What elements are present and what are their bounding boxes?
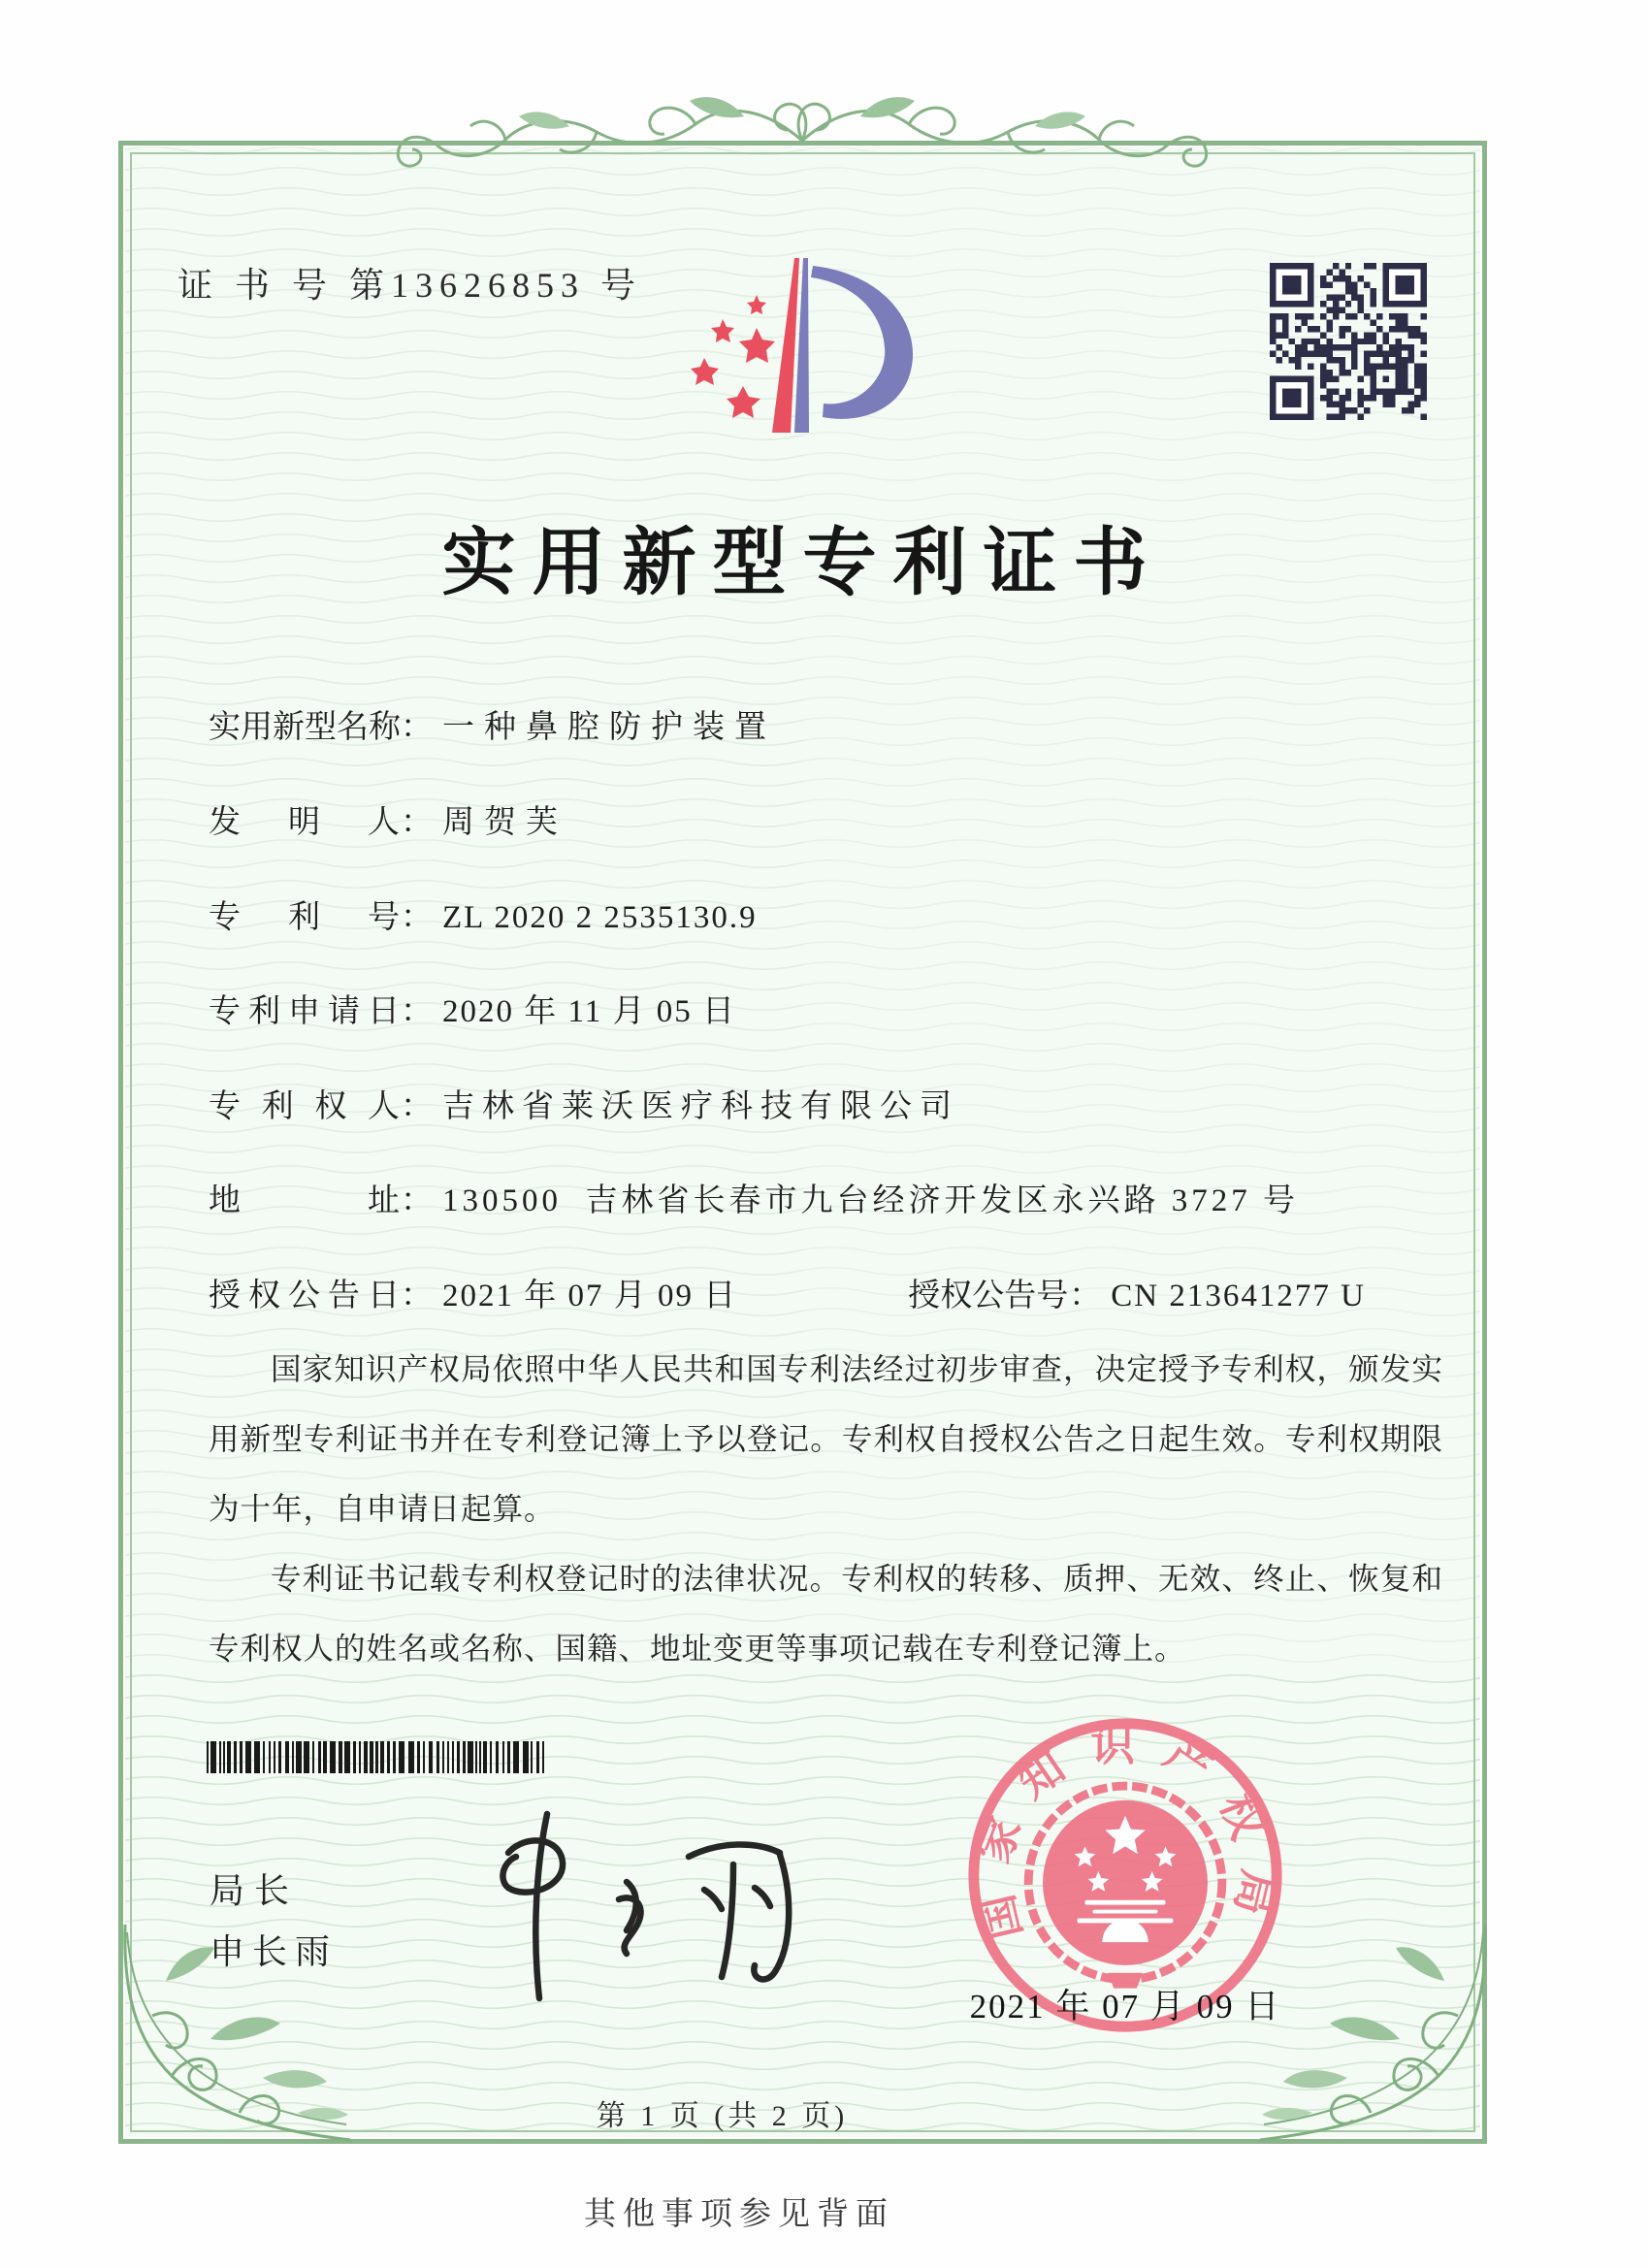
signer-title: 局长 <box>210 1871 300 1910</box>
page-indicator: 第 1 页 (共 2 页) <box>596 2100 849 2132</box>
field-row-patentee <box>209 1081 959 1126</box>
field-value: 130500 吉林省长春市九台经济开发区永兴路 3727 号 <box>442 1183 1299 1218</box>
barcode-icon <box>207 1741 553 1773</box>
field-label: 专利申请日 <box>209 994 400 1029</box>
field-value: ZL 2020 2 2535130.9 <box>442 900 758 935</box>
field-value: 吉林省莱沃医疗科技有限公司 <box>442 1089 959 1124</box>
colon: ： <box>401 1183 433 1218</box>
legal-paragraph-2: 专利证书记载专利权登记时的法律状况。专利权的转移、质押、无效、终止、恢复和专利权人的姓名或名称、国籍、地址变更等事项记载在专利登记簿上。 <box>209 1562 1443 1666</box>
cnipa-logo-icon <box>677 243 922 448</box>
colon: ： <box>401 900 433 935</box>
field-row-filing-date <box>209 986 736 1031</box>
field-value: 2020 年 11 月 05 日 <box>442 994 737 1029</box>
field-value-grant-number: CN 213641277 U <box>1111 1279 1366 1313</box>
colon: ： <box>401 994 433 1029</box>
back-note: 其他事项参见背面 <box>584 2197 894 2232</box>
national-emblem <box>1028 1786 1222 1989</box>
field-value: 周贺芙 <box>442 805 567 840</box>
colon: ： <box>401 710 433 745</box>
legal-paragraph-1: 国家知识产权局依照中华人民共和国专利法经过初步审查，决定授予专利权，颁发实用新型专利证书并在专利登记簿上予以登记。专利权自授权公告之日起生效。专利权期限为十年，自申请日起算。 <box>209 1352 1443 1526</box>
colon: ： <box>1069 1279 1102 1313</box>
seal-date: 2021 年 07 月 09 日 <box>969 1988 1281 2025</box>
field-value: 一种鼻腔防护装置 <box>442 710 776 745</box>
certificate-number: 证 书 号 第13626853 号 <box>178 266 643 305</box>
certificate-title: 实用新型专利证书 <box>441 523 1164 604</box>
field-row-patent-number <box>209 891 758 937</box>
field-label: 专利号 <box>209 900 400 935</box>
top-garland-ornament-icon <box>317 66 1287 231</box>
field-label: 授权公告日 <box>209 1279 400 1313</box>
field-label-grant-number: 授权公告号 <box>908 1279 1069 1313</box>
field-label: 发明人 <box>209 805 400 840</box>
field-row-inventor <box>209 796 567 842</box>
field-label: 专利权人 <box>209 1089 400 1124</box>
field-row-grant-date-and-number <box>209 1270 1366 1315</box>
signature-icon <box>454 1800 842 2014</box>
signer-name: 申长雨 <box>210 1932 339 1971</box>
field-label: 地址 <box>209 1183 400 1218</box>
colon: ： <box>401 1279 433 1313</box>
colon: ： <box>401 805 433 840</box>
qr-code-icon <box>1270 263 1427 420</box>
seal-ring-text: 国家知识产权局 <box>966 1720 1284 1945</box>
field-row-utility-model-name <box>209 701 776 747</box>
colon: ： <box>401 1089 433 1124</box>
legal-text-block <box>209 1335 1443 1684</box>
field-row-address <box>209 1175 1299 1220</box>
field-value: 2021 年 07 月 09 日 <box>442 1279 738 1313</box>
field-label: 实用新型名称 <box>209 710 401 745</box>
